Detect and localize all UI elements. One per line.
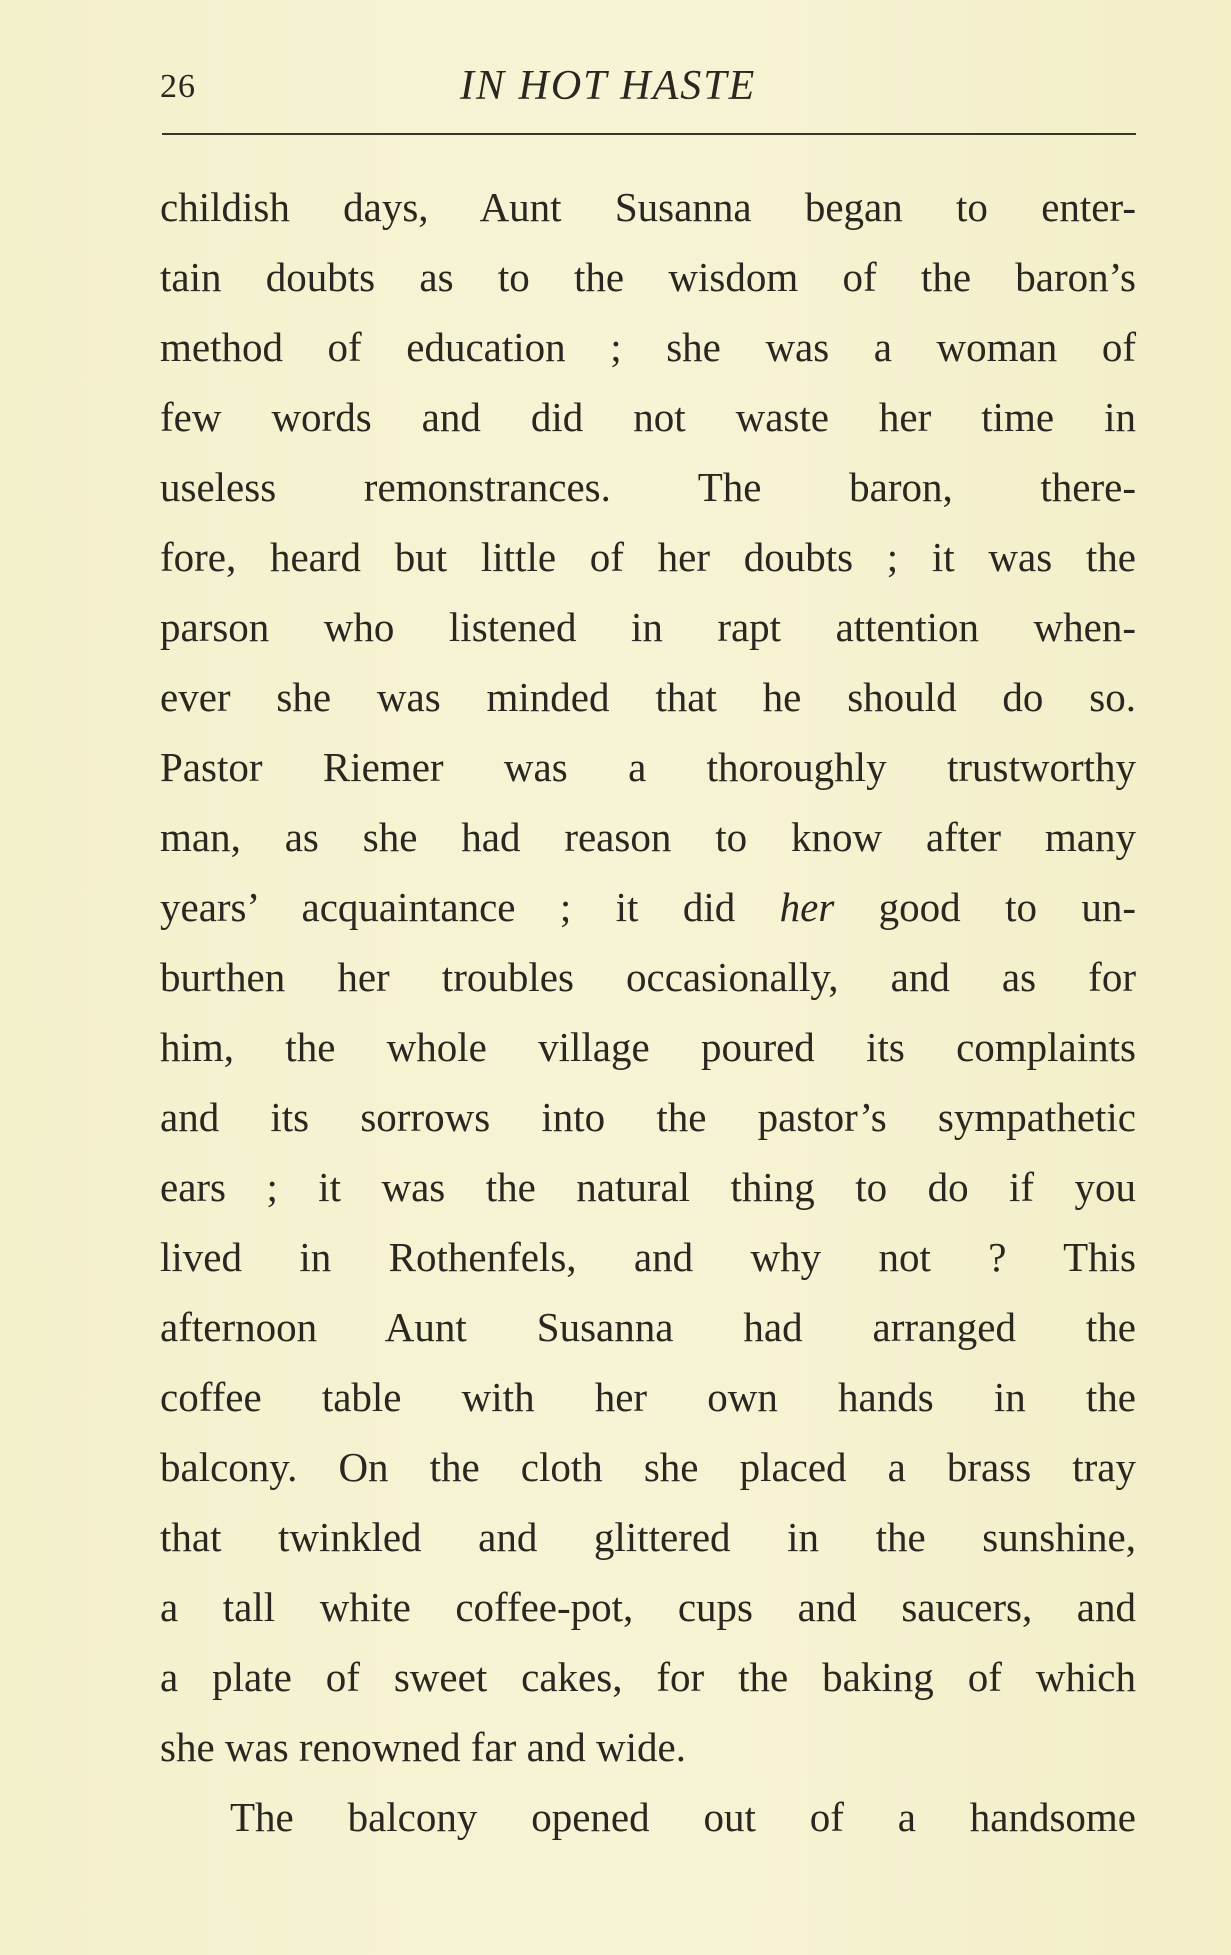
text-line-with-emphasis [160, 872, 1136, 942]
text-line: lived in Rothenfels, and why not ? This [160, 1234, 1136, 1280]
body-text [160, 172, 1136, 1852]
text-line: coffee table with her own hands in the [160, 1374, 1136, 1420]
text-line: tain doubts as to the wisdom of the baron’s [160, 254, 1136, 300]
text-line: ever she was minded that he should do so. [160, 674, 1136, 720]
text-fragment: good to un- [834, 884, 1137, 930]
running-title: IN HOT HASTE [460, 63, 757, 109]
page-header [160, 62, 1136, 122]
text-line: childish days, Aunt Susanna began to enter- [160, 184, 1136, 230]
text-line: parson who listened in rapt attention when- [160, 604, 1136, 650]
text-line: method of education ; she was a woman of [160, 324, 1136, 370]
page-number: 26 [160, 68, 196, 105]
text-line: ears ; it was the natural thing to do if you [160, 1164, 1136, 1210]
text-line: that twinkled and glittered in the sunshine, [160, 1514, 1136, 1560]
text-line: him, the whole village poured its complaints [160, 1024, 1136, 1070]
text-line: a tall white coffee-pot, cups and saucers, and [160, 1584, 1136, 1630]
text-line: afternoon Aunt Susanna had arranged the [160, 1304, 1136, 1350]
text-line-paragraph-end: she was renowned far and wide. [160, 1724, 686, 1770]
text-fragment: years’ acquaintance ; it did [160, 884, 780, 930]
text-line: fore, heard but little of her doubts ; it was the [160, 534, 1136, 580]
text-line: few words and did not waste her time in [160, 394, 1136, 440]
text-line: a plate of sweet cakes, for the baking of which [160, 1654, 1136, 1700]
text-line: Pastor Riemer was a thoroughly trustworthy [160, 744, 1136, 790]
text-line: man, as she had reason to know after many [160, 814, 1136, 860]
text-line: burthen her troubles occasionally, and as for [160, 954, 1136, 1000]
text-line-paragraph-start: The balcony opened out of a handsome [230, 1794, 1136, 1840]
emphasized-word: her [779, 884, 835, 930]
text-line: balcony. On the cloth she placed a brass tray [160, 1444, 1136, 1490]
text-line: and its sorrows into the pastor’s sympathetic [160, 1094, 1136, 1140]
text-line: useless remonstrances. The baron, there- [160, 464, 1136, 510]
header-rule [162, 133, 1136, 135]
